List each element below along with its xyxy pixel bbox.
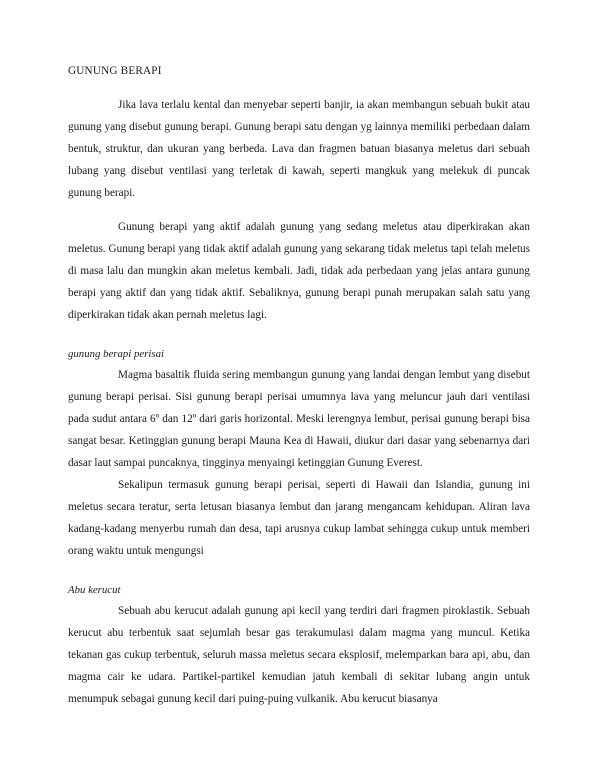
page-title: GUNUNG BERAPI <box>68 65 162 77</box>
shield-paragraph-1: Magma basaltik fluida sering membangun gunung yang landai dengan lembut yang disebut gunung berapi perisai. Sisi gunung berapi perisai umumnya lava yang meluncur jauh dari ventilasi pada sudut antara 6º dan 12º dari garis horizontal. Meski lerengnya lembut, perisai gunung berapi bisa sangat besar. Ketinggian gunung berapi Mauna Kea di Hawaii, diukur dari dasar yang sebenarnya dari dasar laut sampai puncaknya, tingginya menyaingi ketinggian Gunung Everest. <box>68 369 530 469</box>
document-page <box>68 64 530 710</box>
intro-paragraph-1: Jika lava terlalu kental dan menyebar seperti banjir, ia akan membangun sebuah bukit atau gunung yang disebut gunung berapi. Gunung berapi satu dengan yg lainnya memiliki perbedaan dalam bentuk, struktur, dan ukuran yang berbeda. Lava dan fragmen batuan biasanya meletus dari sebuah lubang yang disebut ventilasi yang terletak di kawah, seperti mangkuk yang melekuk di puncak gunung berapi. <box>68 99 530 199</box>
section-heading-cinder-cone: Abu kerucut <box>68 584 121 596</box>
section-heading-shield-volcano: gunung berapi perisai <box>68 348 164 360</box>
intro-paragraph-2: Gunung berapi yang aktif adalah gunung yang sedang meletus atau diperkirakan akan meletus. Gunung berapi yang tidak aktif adalah gunung yang sekarang tidak meletus tapi telah meletus di masa lalu dan mungkin akan meletus kembali. Jadi, tidak ada perbedaan yang jelas antara gunung berapi yang aktif dan yang tidak aktif. Sebaliknya, gunung berapi punah merupakan salah satu yang diperkirakan tidak akan pernah meletus lagi. <box>68 221 530 321</box>
cinder-paragraph-1: Sebuah abu kerucut adalah gunung api kecil yang terdiri dari fragmen piroklastik. Sebuah kerucut abu terbentuk saat sejumlah besar gas terakumulasi dalam magma yang muncul. Ketika tekanan gas cukup terbentuk, seluruh massa meletus secara eksplosif, melemparkan bara api, abu, dan magma cair ke udara. Partikel-partikel kemudian jatuh kembali di sekitar lubang angin untuk menumpuk sebagai gunung kecil dari puing-puing vulkanik. Abu kerucut biasanya <box>68 605 530 705</box>
shield-paragraph-2: Sekalipun termasuk gunung berapi perisai, seperti di Hawaii dan Islandia, gunung ini meletus secara teratur, serta letusan biasanya lembut dan jarang mengancam kehidupan. Aliran lava kadang-kadang menyerbu rumah dan desa, tapi arusnya cukup lambat sehingga cukup untuk memberi orang waktu untuk mengungsi <box>68 479 530 557</box>
